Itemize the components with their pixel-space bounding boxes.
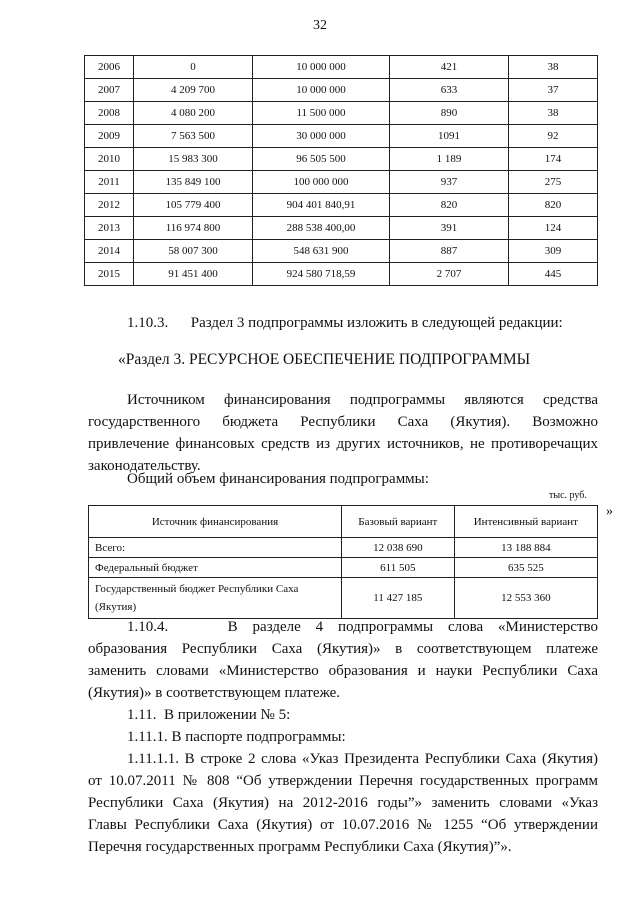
table-row: 2008 4 080 200 11 500 000 890 38 [85,102,598,125]
paragraph-1-11-1-1-line-4: Главы Республики Саха (Якутия) от 10.07.2016 № 1255 “Об утверждении [88,817,598,833]
closing-quote: » [606,504,613,519]
source-text-line-2: государственного бюджета Республики Саха (Якутия). Возможно [88,414,598,430]
table-row: 2014 58 007 300 548 631 900 887 309 [85,240,598,263]
table-row: 2012 105 779 400 904 401 840,91 820 820 [85,194,598,217]
total-financing-line: Общий объем финансирования подпрограммы: [127,471,429,487]
table-row: 2007 4 209 700 10 000 000 633 37 [85,79,598,102]
page-number: 32 [313,18,327,33]
paragraph-1-10-4-line-3: заменить словами «Министерство образования и науки Республики Саха [88,663,598,679]
paragraph-1-10-4-line-2: образования Республики Саха (Якутия)» в соответствующем платеже [88,641,598,657]
table-row: Государственный бюджет Республики Саха (Якутия) 11 427 185 12 553 360 [89,578,598,619]
table-row: 2013 116 974 800 288 538 400,00 391 124 [85,217,598,240]
table-row: 2015 91 451 400 924 580 718,59 2 707 445 [85,263,598,286]
source-text-line-1: Источником финансирования подпрограммы являются средства [127,392,598,408]
paragraph-1-10-4-line-1: 1.10.4. В разделе 4 подпрограммы слова «Министерство [127,619,598,635]
paragraph-1-11-1-1-line-1: 1.11.1.1. В строке 2 слова «Указ Президента Республики Саха (Якутия) [127,751,598,767]
table-row: 2011 135 849 100 100 000 000 937 275 [85,171,598,194]
table-row: 2006 0 10 000 000 421 38 [85,56,598,79]
financing-table [88,505,598,619]
table-row: 2010 15 983 300 96 505 500 1 189 174 [85,148,598,171]
paragraph-1-11-1-1-line-5: Перечня государственных программ Республики Саха (Якутия)”». [88,839,512,855]
table-row: 2009 7 563 500 30 000 000 1091 92 [85,125,598,148]
paragraph-1-10-3: 1.10.3. Раздел 3 подпрограммы изложить в следующей редакции: [127,315,563,331]
table-header-row: Источник финансирования Базовый вариант Интенсивный вариант [89,506,598,538]
table-row: Всего: 12 038 690 13 188 884 [89,538,598,558]
paragraph-1-10-4-line-4: (Якутия)» в соответствующем платеже. [88,685,341,701]
paragraph-1-11: 1.11. В приложении № 5: [127,707,291,723]
source-text-line-3: привлечение финансовых средств из других источников, не противоречащих [88,436,598,452]
paragraph-1-11-1-1-line-3: Республики Саха (Якутия) на 2012-2016 годы”» заменить словами «Указ [88,795,598,811]
paragraph-1-11-1: 1.11.1. В паспорте подпрограммы: [127,729,346,745]
units-label: тыс. руб. [549,490,587,501]
paragraph-1-11-1-1-line-2: от 10.07.2011 № 808 “Об утверждении Перечня государственных программ [88,773,598,789]
yearly-data-table [84,55,598,286]
section-title: «Раздел 3. РЕСУРСНОЕ ОБЕСПЕЧЕНИЕ ПОДПРОГРАММЫ [118,351,531,368]
table-row: Федеральный бюджет 611 505 635 525 [89,558,598,578]
source-text-line-4: законодательству. [88,458,201,474]
